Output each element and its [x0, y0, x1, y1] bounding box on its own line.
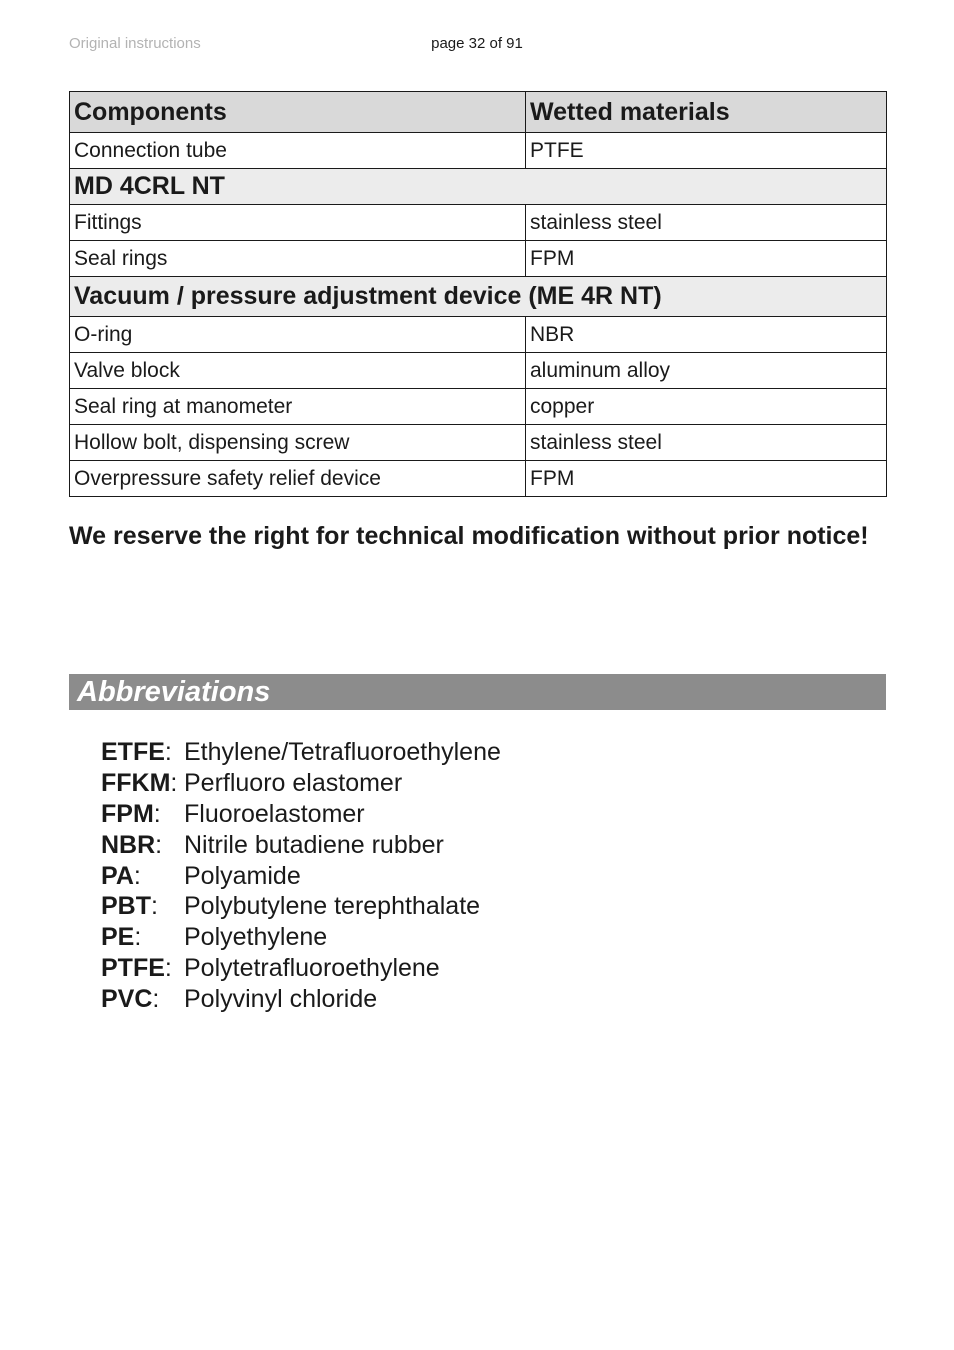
abbreviation-description: Polyethylene — [184, 923, 328, 952]
abbreviation-key: ETFE — [101, 738, 165, 766]
material-cell: stainless steel — [526, 425, 887, 461]
abbreviation-item: PBT: Polybutylene terephthalate — [101, 892, 481, 921]
component-cell: Fittings — [70, 205, 526, 241]
table-row — [70, 241, 887, 277]
abbreviation-description: Fluoroelastomer — [184, 799, 365, 828]
component-cell: Hollow bolt, dispensing screw — [70, 425, 526, 461]
abbreviation-key: PBT — [101, 892, 151, 921]
table-row — [70, 317, 887, 353]
abbreviation-key: PA — [101, 861, 134, 890]
table-header-row — [70, 92, 887, 133]
materials-table — [69, 91, 887, 497]
abbreviation-item: PTFE: Polytetrafluoroethylene — [101, 954, 440, 983]
column-header-components: Components — [70, 92, 526, 133]
abbreviation-description: Polyamide — [184, 861, 301, 890]
abbreviation-description: Polybutylene terephthalate — [184, 892, 481, 921]
table-row — [70, 205, 887, 241]
component-cell: Seal ring at manometer — [70, 389, 526, 425]
component-cell: Connection tube — [70, 133, 526, 169]
column-header-wetted-materials: Wetted materials — [526, 92, 887, 133]
material-cell: copper — [526, 389, 887, 425]
abbreviation-key: FFKM — [101, 768, 171, 797]
abbreviations-list — [101, 737, 501, 1015]
abbreviation-description: Perfluoro elastomer — [184, 768, 403, 797]
table-row — [70, 353, 887, 389]
material-cell: FPM — [526, 241, 887, 277]
abbreviation-description: Ethylene/Tetrafluoroethylene — [184, 738, 501, 766]
table-row — [70, 425, 887, 461]
section-title: MD 4CRL NT — [70, 169, 887, 205]
material-cell: FPM — [526, 461, 887, 497]
abbreviation-key: PTFE — [101, 954, 165, 983]
abbreviation-description: Polyvinyl chloride — [184, 985, 378, 1014]
abbreviation-item: FPM: Fluoroelastomer — [101, 799, 365, 828]
abbreviations-heading-bar — [69, 674, 886, 710]
component-cell: O-ring — [70, 317, 526, 353]
abbreviations-heading: Abbreviations — [77, 676, 271, 708]
section-title: Vacuum / pressure adjustment device (ME 4R NT) — [70, 277, 887, 317]
abbreviation-description: Polytetrafluoroethylene — [184, 954, 440, 983]
abbreviation-key: PVC — [101, 985, 153, 1014]
section-row-md-4crl-nt — [70, 169, 887, 205]
abbreviation-item: PA: Polyamide — [101, 861, 301, 890]
table-row — [70, 133, 887, 169]
document-label: Original instructions — [69, 35, 201, 52]
table-row — [70, 461, 887, 497]
abbreviation-key: PE — [101, 923, 135, 952]
component-cell: Overpressure safety relief device — [70, 461, 526, 497]
page-number: page 32 of 91 — [431, 35, 523, 52]
material-cell: aluminum alloy — [526, 353, 887, 389]
component-cell: Valve block — [70, 353, 526, 389]
table-row — [70, 389, 887, 425]
abbreviation-item: PE: Polyethylene — [101, 923, 328, 952]
abbreviation-item: NBR: Nitrile butadiene rubber — [101, 830, 444, 859]
material-cell: PTFE — [526, 133, 887, 169]
abbreviation-description: Nitrile butadiene rubber — [184, 830, 444, 859]
section-row-vacuum-pressure-device — [70, 277, 887, 317]
abbreviation-key: FPM — [101, 799, 154, 828]
abbreviation-key: NBR — [101, 830, 156, 859]
abbreviation-item: FFKM: Perfluoro elastomer — [101, 768, 403, 797]
component-cell: Seal rings — [70, 241, 526, 277]
material-cell: NBR — [526, 317, 887, 353]
modification-notice: We reserve the right for technical modification without prior notice! — [69, 522, 869, 550]
abbreviation-item: PVC: Polyvinyl chloride — [101, 985, 378, 1014]
abbreviation-item: ETFE: Ethylene/Tetrafluoroethylene — [101, 738, 501, 766]
material-cell: stainless steel — [526, 205, 887, 241]
